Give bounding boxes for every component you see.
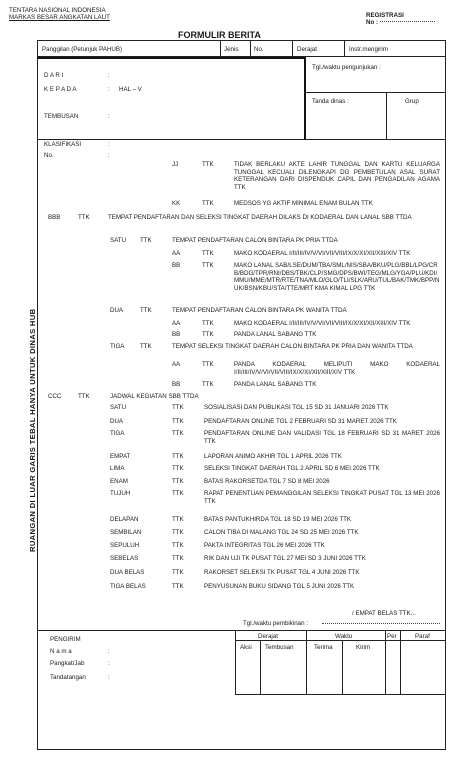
dua-aa-code: AA xyxy=(172,320,181,327)
frame-left xyxy=(37,40,38,750)
tiga-bb-code: BB xyxy=(172,381,181,388)
kepada-label: K E P A D A xyxy=(44,86,77,93)
ccc-ttk: TTK xyxy=(78,393,90,400)
bbb-ttk: TTK xyxy=(78,214,90,221)
tembusan-colon: : xyxy=(108,113,110,120)
schedule-text: SELEKSI TINGKAT DAERAH TGL 2 APRIL SD 6 MEI 2026 TTK xyxy=(204,465,380,472)
kk-text: MEDSOS YG AKTIF MINIMAL ENAM BULAN TTK xyxy=(234,200,373,207)
schedule-ttk: TTK xyxy=(172,529,184,536)
schedule-text: SOSIALISASI DAN PUBLIKASI TGL 15 SD 31 JANUARI 2026 TTK xyxy=(204,404,389,411)
footer-kirim: Kirim xyxy=(356,644,371,651)
jj-text: TIDAK BERLAKU AKTE LAHIR TUNGGAL DAN KARTU KELUARGA TUNGGAL KECUALI DILENGKAPI DG PEMBETULAN ASAL SURAT KETERANGAN DARI DISPENDUK CAPIL DAN PENGADILAN AGAMA TTK xyxy=(234,161,440,191)
schedule-ttk: TTK xyxy=(172,569,184,576)
divider xyxy=(400,630,401,695)
tgl-pembikinan-field xyxy=(322,623,440,624)
schedule-code: DELAPAN xyxy=(110,516,139,523)
bbb-text: TEMPAT PENDAFTARAN DAN SELEKSI TINGKAT DAERAH DILAKS DI KODAERAL DAN LANAL SBB TTDA xyxy=(108,214,412,221)
registrasi-no-label: No : xyxy=(366,19,379,26)
schedule-ttk: TTK xyxy=(172,490,184,497)
schedule-text: BATAS RAKORSETDA TGL 7 SD 8 MEI 2026 xyxy=(204,478,330,485)
schedule-ttk: TTK xyxy=(172,404,184,411)
schedule-text: CALON TIBA DI MALANG TGL 24 SD 25 MEI 2026 TTK xyxy=(204,529,359,536)
frame-top xyxy=(37,40,445,41)
frame-right xyxy=(445,40,446,750)
tiga-aa-code: AA xyxy=(172,361,181,368)
schedule-ttk: TTK xyxy=(172,583,184,590)
schedule-ttk: TTK xyxy=(172,453,184,460)
pangkat-label: Pangkat/Jab xyxy=(50,660,85,667)
message-address-box xyxy=(37,57,306,140)
dari-label: D A R I xyxy=(44,72,64,79)
dua-ttk: TTK xyxy=(140,307,152,314)
divider xyxy=(235,640,445,641)
klasifikasi-colon: : xyxy=(108,141,110,148)
schedule-ttk: TTK xyxy=(172,478,184,485)
divider xyxy=(385,630,386,695)
satu-bb-ttk: TTK xyxy=(202,262,214,269)
dua-code: DUA xyxy=(110,307,124,314)
schedule-text: RAPAT PENENTUAN PEMANGGILAN SELEKSI TINGKAT PUSAT TGL 13 MEI 2026 TTK xyxy=(204,490,440,505)
dua-bb-text: PANDA LANAL SABANG TTK xyxy=(234,331,317,338)
divider xyxy=(344,40,345,56)
schedule-ttk: TTK xyxy=(172,418,184,425)
schedule-code: DUA xyxy=(110,418,124,425)
schedule-ttk: TTK xyxy=(172,555,184,562)
tandatangan-colon: : xyxy=(108,674,110,681)
jj-code: JJ xyxy=(172,161,179,168)
org-name-line1: TENTARA NASIONAL INDONESIA xyxy=(9,7,106,14)
schedule-text: LAPORAN ANIMO AKHIR TGL 1 APRIL 2026 TTK xyxy=(204,453,342,460)
jenis-label: Jenis xyxy=(224,46,239,53)
divider xyxy=(306,644,307,695)
divider xyxy=(306,92,445,93)
no-label: No. xyxy=(254,46,264,53)
instr-label: Instr.mengirim xyxy=(349,46,388,53)
divider xyxy=(292,40,293,56)
schedule-ttk: TTK xyxy=(172,542,184,549)
frame-bottom xyxy=(37,749,445,750)
kepada-colon: : xyxy=(108,86,110,93)
jj-ttk: TTK xyxy=(202,161,214,168)
tiga-aa-ttk: TTK xyxy=(202,361,214,368)
satu-bb-text: MAKO LANAL SAB/LSE/DUM/TBA/SML/NIS/SBA/BKU/PLG/BBL/LPG/CRB/BDG/TPR/RNI/DBS/TBK/CLP/SMG/DPS/BWI/TEG/MLG/YGA/PLU/KDI/MMU/MME/MTR/RTE/TNA/MLO/GLO/TLI/SLK/ARU/TUL/BAK/TMK/BPP/NUK/BSN/KBU/STA/TTE/MRT KMA KIMAL LPG TTK xyxy=(234,262,440,292)
tiga-code: TIGA xyxy=(110,343,125,350)
ccc-code: CCC xyxy=(48,393,62,400)
klasifikasi-label: KLASIFIKASI xyxy=(44,141,82,148)
schedule-text: PAKTA INTEGRITAS TGL 26 MEI 2026 TTK xyxy=(204,542,325,549)
ccc-text: JADWAL KEGIATAN SBB TTDA xyxy=(110,393,199,400)
footer-terima: Terima xyxy=(314,644,333,651)
tiga-text: TEMPAT SELEKSI TINGKAT DAERAH CALON BINTARA PK PRIA DAN WANITA TTDA xyxy=(172,343,413,350)
kk-code: KK xyxy=(172,200,181,207)
satu-aa-code: AA xyxy=(172,250,181,257)
tiga-bb-ttk: TTK xyxy=(202,381,214,388)
dua-bb-code: BB xyxy=(172,331,181,338)
schedule-code: EMPAT xyxy=(110,453,131,460)
satu-aa-text: MAKO KODAERAL I/II/III/IV/V/VI/VII/VIII/IX/X/XI/XII/XIII/XIV TTK xyxy=(234,250,411,257)
divider xyxy=(386,92,387,140)
schedule-text: RIK DAN UJI TK PUSAT TGL 27 MEI SD 3 JUNI 2026 TTK xyxy=(204,555,366,562)
schedule-code: SATU xyxy=(110,404,127,411)
grup-label: Grup xyxy=(405,98,419,105)
schedule-text: PENDAFTARAN ONLINE TGL 2 FEBRUARI SD 31 MARET 2026 TTK xyxy=(204,418,397,425)
registrasi-no-field xyxy=(380,21,435,22)
satu-bb-code: BB xyxy=(172,262,181,269)
tandatangan-label: Tandatangan xyxy=(50,674,86,681)
satu-ttk: TTK xyxy=(140,237,152,244)
tembusan-label: TEMBUSAN xyxy=(44,113,79,120)
schedule-ttk: TTK xyxy=(172,516,184,523)
divider xyxy=(37,139,445,140)
org-name-line2: MARKAS BESAR ANGKATAN LAUT xyxy=(9,14,110,21)
tanda-dinas-label: Tanda dinas : xyxy=(312,98,349,105)
dua-bb-ttk: TTK xyxy=(202,331,214,338)
satu-text: TEMPAT PENDAFTARAN CALON BINTARA PK PRIA TTDA xyxy=(172,237,338,244)
schedule-code: SEMBILAN xyxy=(110,529,142,536)
satu-code: SATU xyxy=(110,237,127,244)
schedule-ttk: TTK xyxy=(172,465,184,472)
schedule-code: DUA BELAS xyxy=(110,569,145,576)
registrasi-label: REGISTRASI xyxy=(366,12,404,19)
pangkat-colon: : xyxy=(108,660,110,667)
footer-derajat: Derajat xyxy=(258,633,278,640)
footer-per: Per xyxy=(387,633,397,640)
nama-colon: : xyxy=(108,648,110,655)
schedule-text: RAKORSET SELEKSI TK PUSAT TGL 4 JUNI 2026 TTK xyxy=(204,569,360,576)
satu-aa-ttk: TTK xyxy=(202,250,214,257)
schedule-code: TUJUH xyxy=(110,490,131,497)
dua-text: TEMPAT PENDAFTARAN CALON BINTARA PK WANITA TTDA xyxy=(172,307,347,314)
divider xyxy=(220,40,221,56)
nama-label: N a m a xyxy=(50,648,72,655)
schedule-code: SEPULUH xyxy=(110,542,140,549)
tgl-pembikinan-label: Tgl./waktu pembikinan : xyxy=(243,620,308,627)
schedule-code: ENAM xyxy=(110,478,128,485)
footer-aksi: Aksi xyxy=(240,644,252,651)
kepada-value: HAL – V xyxy=(119,86,142,93)
schedule-code: TIGA BELAS xyxy=(110,583,146,590)
footer-tembusan: Tembusan xyxy=(265,644,294,651)
tgl-pengunjukan-label: Tgl./waktu pengunjukan : xyxy=(312,64,381,71)
kk-ttk: TTK xyxy=(202,200,214,207)
dari-colon: : xyxy=(108,72,110,79)
pengirim-label: PENGIRIM xyxy=(50,636,81,643)
tiga-ttk: TTK xyxy=(140,343,152,350)
schedule-code: TIGA xyxy=(110,430,125,437)
closing-text: / EMPAT BELAS TTK... xyxy=(352,610,416,617)
divider xyxy=(342,640,343,695)
footer-paraf: Paraf xyxy=(415,633,430,640)
schedule-text: PENYUSUNAN BUKU SIDANG TGL 5 JUNI 2026 TTK xyxy=(204,583,355,590)
side-dinas-hub-text: RUANGAN DI LUAR GARIS TEBAL HANYA UNTUK DINAS HUB xyxy=(28,308,37,552)
divider xyxy=(235,694,445,695)
dua-aa-text: MAKO KODAERAL I/II/III/IV/V/VI/VII/VIII/IX/X/XI/XII/XIII/XIV TTK xyxy=(234,320,411,327)
footer-waktu: Waktu xyxy=(335,633,353,640)
form-title: FORMULIR BERITA xyxy=(178,30,261,40)
schedule-ttk: TTK xyxy=(172,430,184,437)
schedule-text: BATAS PANTUKHIRDA TGL 18 SD 19 MEI 2026 TTK xyxy=(204,516,352,523)
schedule-code: SEBELAS xyxy=(110,555,139,562)
no-colon: : xyxy=(108,152,110,159)
panggilan-label: Panggilan (Petunjuk PAHUB) xyxy=(42,46,123,53)
tiga-bb-text: PANDA LANAL SABANG TTK xyxy=(234,381,317,388)
tiga-aa-text: PANDA KODAERAL MELIPUTI MAKO KODAERAL I/II/III/IV/V/VI/VII/VIII/IX/X/XI/XII/XIII/XIV TTK xyxy=(234,361,440,376)
bbb-code: BBB xyxy=(48,214,61,221)
divider xyxy=(250,40,251,56)
derajat-label: Derajat xyxy=(297,46,317,53)
no-label-2: No. xyxy=(44,152,54,159)
dua-aa-ttk: TTK xyxy=(202,320,214,327)
divider xyxy=(37,630,445,631)
schedule-code: LIMA xyxy=(110,465,125,472)
schedule-text: PENDAFTARAN ONLINE DAN VALIDASI TGL 18 FEBRUARI SD 31 MARET 2026 TTK xyxy=(204,430,440,445)
divider xyxy=(260,640,261,695)
